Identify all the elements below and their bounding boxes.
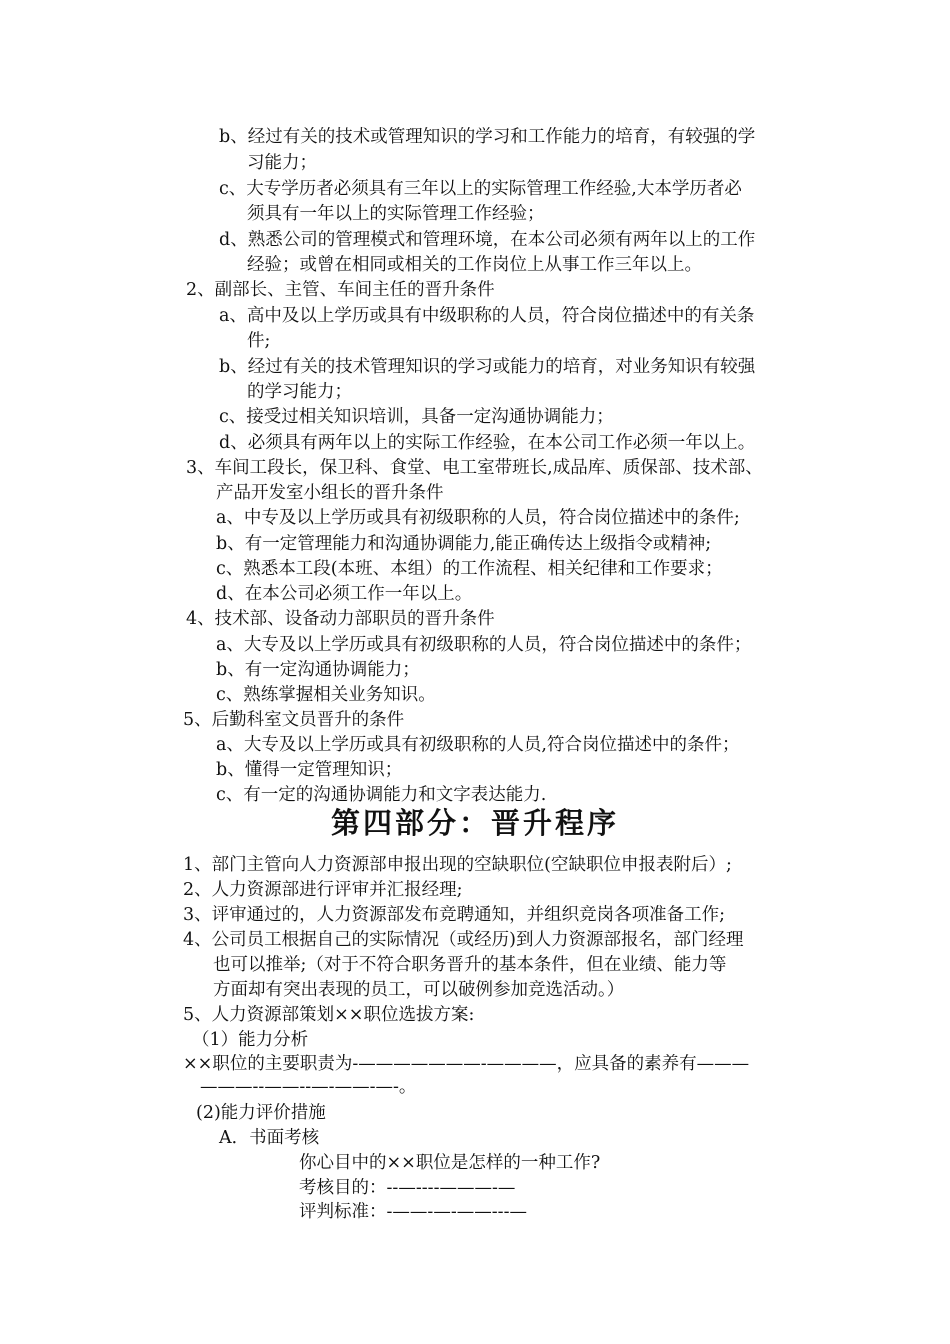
item3-condition-a: a、中专及以上学历或具有初级职称的人员，符合岗位描述中的条件; <box>216 508 740 528</box>
item5-condition-a: a、大专及以上学历或具有初级职称的人员,符合岗位描述中的条件； <box>216 735 740 755</box>
step-5-duties-line: ××职位的主要职责为-———————-————，应具备的素养有——— <box>183 1054 750 1074</box>
item5-condition-b: b、懂得一定管理知识； <box>216 760 403 780</box>
item5-condition-c: c、有一定的沟通协调能力和文字表达能力. <box>216 785 547 805</box>
written-test-criteria: 评判标准：-——-—-——---— <box>299 1202 527 1222</box>
step-4-cont-2: 方面却有突出表现的员工，可以破例参加竞选活动。） <box>213 980 625 1000</box>
step-1: 1、部门主管向人力资源部申报出现的空缺职位(空缺职位申报表附后）; <box>183 855 732 875</box>
step-5-evaluation-measures: (2)能力评价措施 <box>196 1103 326 1123</box>
step-5: 5、人力资源部策划××职位选拔方案: <box>183 1005 475 1025</box>
item5-heading: 5、后勤科室文员晋升的条件 <box>183 710 405 730</box>
item2-condition-d: d、必须具有两年以上的实际工作经验，在本公司工作必须一年以上。 <box>219 433 756 453</box>
item2-condition-a: a、高中及以上学历或具有中级职称的人员，符合岗位描述中的有关条 <box>219 306 755 326</box>
item2-heading: 2、副部长、主管、车间主任的晋升条件 <box>186 280 495 300</box>
written-test-purpose: 考核目的：--—----———-— <box>299 1178 516 1198</box>
condition-b-line: b、经过有关的技术或管理知识的学习和工作能力的培育，有较强的学 <box>219 127 756 147</box>
step-5-written-test: A．书面考核 <box>219 1128 320 1148</box>
step-4: 4、公司员工根据自己的实际情况（或经历)到人力资源部报名，部门经理 <box>183 930 744 950</box>
item4-heading: 4、技术部、设备动力部职员的晋升条件 <box>186 609 495 629</box>
item4-condition-c: c、熟练掌握相关业务知识。 <box>216 685 436 705</box>
item2-condition-c: c、接受过相关知识培训，具备一定沟通协调能力； <box>219 407 614 427</box>
item3-condition-c: c、熟悉本工段(本班、本组）的工作流程、相关纪律和工作要求； <box>216 559 723 579</box>
step-2: 2、人力资源部进行评审并汇报经理; <box>183 880 463 900</box>
item2-condition-b-cont: 的学习能力； <box>247 382 352 402</box>
item2-condition-b: b、经过有关的技术管理知识的学习或能力的培育，对业务知识有较强 <box>219 357 756 377</box>
item3-heading-cont: 产品开发室小组长的晋升条件 <box>216 483 444 503</box>
part4-title: 第四部分：晋升程序 <box>330 806 619 840</box>
item4-condition-b: b、有一定沟通协调能力； <box>216 660 420 680</box>
condition-c-line-cont: 须具有一年以上的实际管理工作经验； <box>247 204 545 224</box>
written-test-question: 你心目中的××职位是怎样的一种工作? <box>299 1153 601 1173</box>
condition-c-line: c、大专学历者必须具有三年以上的实际管理工作经验,大本学历者必 <box>219 179 742 199</box>
step-5-duties-line-cont: ———--——--—-——-—-。 <box>200 1077 417 1097</box>
condition-b-line-cont: 习能力； <box>247 153 317 173</box>
step-5-ability-analysis: （1）能力分析 <box>192 1030 309 1050</box>
condition-d-line: d、熟悉公司的管理模式和管理环境，在本公司必须有两年以上的工作 <box>219 230 756 250</box>
step-3: 3、评审通过的，人力资源部发布竞聘通知，并组织竞岗各项准备工作; <box>183 905 726 925</box>
item3-condition-d: d、在本公司必须工作一年以上。 <box>216 584 473 604</box>
step-4-cont: 也可以推举;（对于不符合职务晋升的基本条件，但在业绩、能力等 <box>213 955 727 975</box>
item3-condition-b: b、有一定管理能力和沟通协调能力,能正确传达上级指令或精神; <box>216 534 712 554</box>
condition-d-line-cont: 经验；或曾在相同或相关的工作岗位上从事工作三年以上。 <box>247 255 702 275</box>
item4-condition-a: a、大专及以上学历或具有初级职称的人员，符合岗位描述中的条件； <box>216 635 752 655</box>
item3-heading: 3、车间工段长，保卫科、食堂、电工室带班长,成品库、质保部、技术部、 <box>186 458 763 478</box>
item2-condition-a-cont: 件; <box>247 331 271 351</box>
